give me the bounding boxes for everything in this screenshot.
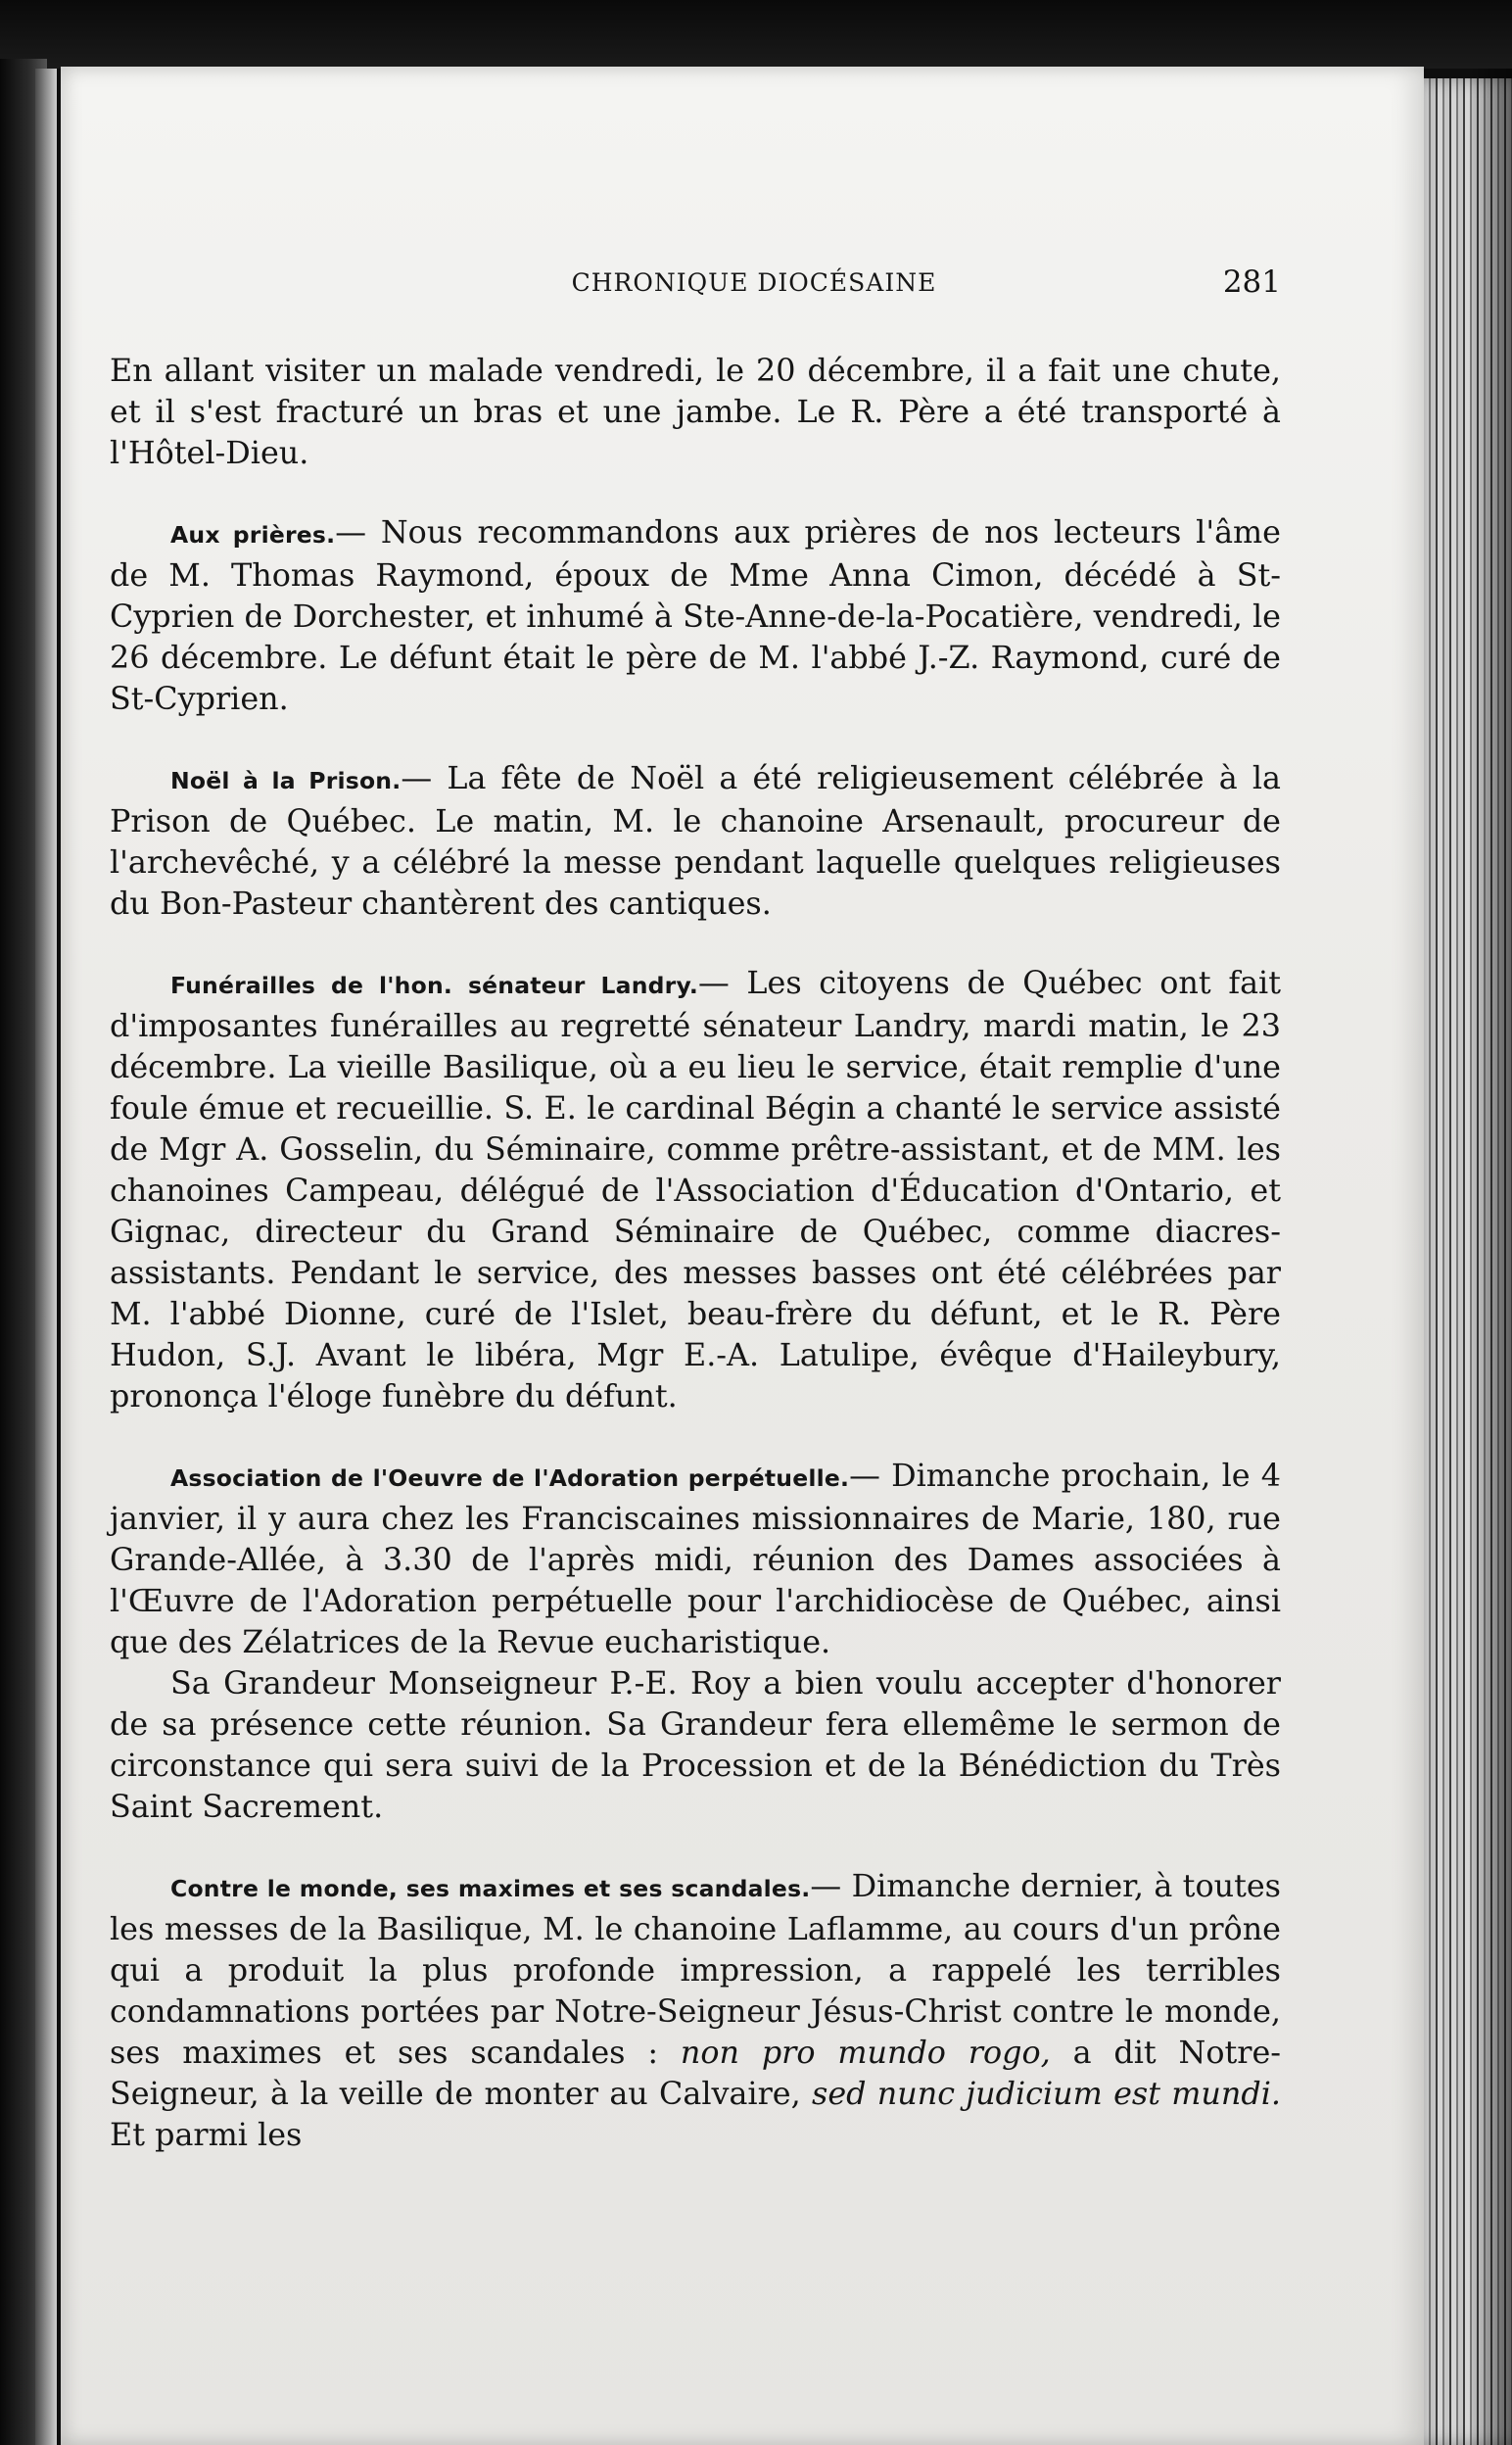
paragraph-text: Et parmi les	[110, 2117, 303, 2153]
paragraph-grandeur	[110, 1663, 1281, 1828]
section-rubric: Contre le monde, ses maximes et ses scandales.	[170, 1875, 811, 1902]
paragraph-aux-prieres	[110, 512, 1281, 720]
book-edge-shadow	[1469, 69, 1512, 2445]
film-top-border	[0, 0, 1512, 69]
paragraph-noel-prison	[110, 758, 1281, 925]
paragraph-text: a dit Notre-Seigneur, à la veille de monter au Calvaire,	[110, 2035, 1282, 2112]
paragraph-text: — La fête de Noël a été religieusement célébrée à la Prison de Québec. Le matin, M. le chanoine Arsenault, procureur de l'archevêché, y a célébré la messe pendant laquelle quelques religieuses du Bon-Pasteur chantèrent des cantiques.	[110, 760, 1281, 922]
paragraph-text: En allant visiter un malade vendredi, le 20 décembre, il a fait une chute, et il s'est fracturé un bras et une jambe. Le R. Père a été transporté à l'Hôtel-Dieu.	[110, 353, 1281, 471]
paragraph-adoration	[110, 1456, 1281, 1663]
running-header	[110, 264, 1281, 304]
paragraph-text: Sa Grandeur Monseigneur P.-E. Roy a bien voulu accepter d'honorer de sa présence cette réunion. Sa Grandeur fera ellemême le sermon de circonstance qui sera suivi de la Procession et de la Bénédiction du Très Saint Sacrement.	[110, 1665, 1281, 1825]
paragraph-text: — Nous recommandons aux prières de nos lecteurs l'âme de M. Thomas Raymond, époux de Mme Anna Cimon, décédé à St-Cyprien de Dorchester, et inhumé à Ste-Anne-de-la-Pocatière, vendredi, le 26 décembre. Le défunt était le père de M. l'abbé J.-Z. Raymond, curé de St-Cyprien.	[110, 514, 1281, 717]
running-title: CHRONIQUE DIOCÉSAINE	[571, 268, 937, 297]
paragraph-contre-le-monde	[110, 1866, 1281, 2156]
section-rubric: Funérailles de l'hon. sénateur Landry.	[170, 972, 698, 999]
latin-quote: sed nunc judicium est mundi.	[812, 2076, 1281, 2112]
latin-quote: non pro mundo rogo,	[680, 2035, 1051, 2071]
facing-page-edge	[35, 69, 57, 2445]
paragraph-text: — Les citoyens de Québec ont fait d'imposantes funérailles au regretté sénateur Landry, mardi matin, le 23 décembre. La vieille Basilique, où a eu lieu le service, était remplie d'une foule émue et recueillie. S. E. le cardinal Bégin a chanté le service assisté de Mgr A. Gosselin, du Séminaire, comme prêtre-assistant, et de MM. les chanoines Campeau, délégué de l'Association d'Éducation d'Ontario, et Gignac, directeur du Grand Séminaire de Québec, comme diacres-assistants. Pendant le service, des messes basses ont été célébrées par M. l'abbé Dionne, curé de l'Islet, beau-frère du défunt, et le R. Père Hudon, S.J. Avant le libéra, Mgr E.-A. Latulipe, évêque d'Haileybury, prononça l'éloge funèbre du défunt.	[110, 965, 1281, 1414]
paragraph-text: — Dimanche dernier, à toutes les messes de la Basilique, M. le chanoine Laflamme, au cours d'un prône qui a produit la plus profonde impression, a rappelé les terribles condamnations portées par Notre-Seigneur Jésus-Christ contre le monde, ses maximes et ses scandales :	[110, 1868, 1281, 2071]
page-body	[110, 351, 1281, 2156]
section-rubric: Aux prières.	[170, 521, 336, 549]
page-number: 281	[1222, 264, 1281, 300]
paragraph-continuation	[110, 351, 1281, 474]
paragraph-text: — Dimanche prochain, le 4 janvier, il y aura chez les Franciscaines missionnaires de Marie, 180, rue Grande-Allée, à 3.30 de l'après midi, réunion des Dames associées à l'Œuvre de l'Adoration perpétuelle pour l'archidiocèse de Québec, ainsi que des Zélatrices de la Revue eucharistique.	[110, 1458, 1281, 1660]
section-rubric: Noël à la Prison.	[170, 767, 402, 794]
paragraph-funerailles	[110, 963, 1281, 1417]
section-rubric: Association de l'Oeuvre de l'Adoration perpétuelle.	[170, 1464, 850, 1492]
